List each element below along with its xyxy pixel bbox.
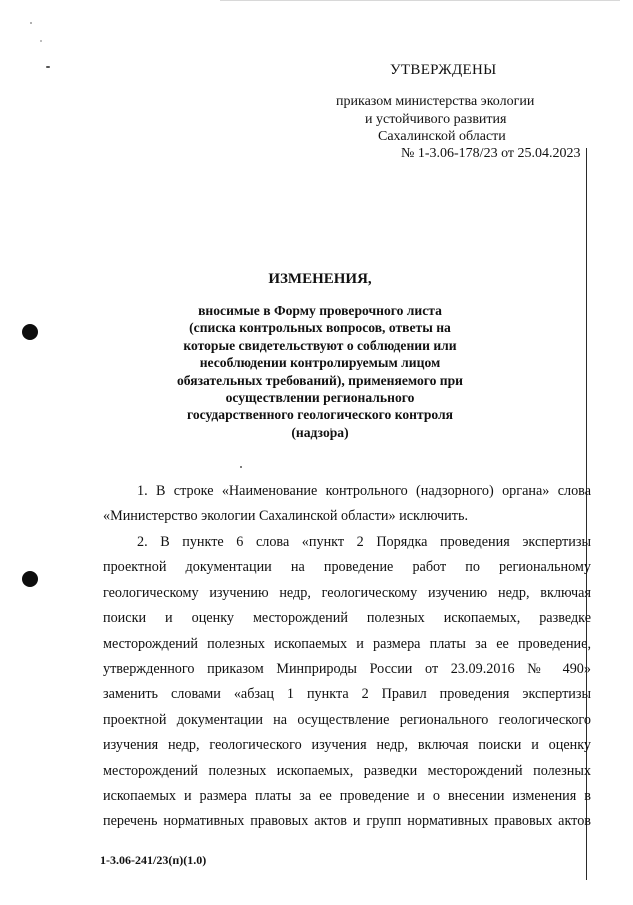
paragraph-line: утвержденного приказом Минприроды России от 23.09.2016 № 490» <box>103 660 591 677</box>
approval-line: и устойчивого развития <box>365 112 507 127</box>
paragraph-line: 1. В строке «Наименование контрольного (надзорного) органа» слова <box>137 483 591 499</box>
punch-hole-bottom <box>22 571 38 587</box>
subtitle-line: обязательных требований), применяемого при <box>176 372 464 388</box>
document-subtitle <box>120 302 520 441</box>
paragraph-line: проектной документации на осуществление регионального геологического <box>103 711 591 728</box>
approval-title: УТВЕРЖДЕНЫ <box>390 62 497 78</box>
paragraph-line: заменить словами «абзац 1 пункта 2 Правил проведения экспертизы <box>103 686 591 703</box>
subtitle-line: (списка контрольных вопросов, ответы на <box>189 320 451 336</box>
punch-hole-top <box>22 324 38 340</box>
paragraph-line: проектной документации на проведение работ по региональному <box>103 559 591 576</box>
paragraph-line: поиски и оценку месторождений полезных ископаемых, разведке <box>103 610 591 627</box>
paragraph-line: месторождений полезных ископаемых, разведки месторождений полезных <box>103 762 591 779</box>
subtitle-line: несоблюдении контролируемым лицом <box>199 355 441 371</box>
scan-speck <box>240 466 242 468</box>
document-title-block <box>120 270 520 441</box>
approval-line: приказом министерства экологии <box>336 94 535 109</box>
subtitle-line: вносимые в Форму проверочного листа <box>198 303 442 318</box>
subtitle-line: осуществлении регионального <box>225 390 415 406</box>
subtitle-line: государственного геологического контроля <box>187 407 453 423</box>
paragraph-line: геологическому изучению недр, геологическому изучению недр, включая <box>103 584 591 601</box>
paragraph-line: изучения недр, геологического изучения недр, включая поиски и оценку <box>103 737 591 754</box>
document-footer-code: 1-3.06-241/23(п)(1.0) <box>100 853 207 867</box>
paragraph-2 <box>103 530 591 835</box>
scan-edge-line <box>220 0 620 1</box>
scan-speck <box>30 22 32 24</box>
scan-speck <box>46 66 50 68</box>
paragraph-1 <box>103 479 591 530</box>
scan-speck <box>40 40 42 42</box>
document-heading: ИЗМЕНЕНИЯ, <box>268 271 372 287</box>
paragraph-line: ископаемых и размера платы за ее проведение и о внесении изменения в <box>103 787 591 804</box>
paragraph-line: 2. В пункте 6 слова «пункт 2 Порядка проведения экспертизы <box>137 534 591 550</box>
subtitle-line: которые свидетельствуют о соблюдении или <box>183 337 457 353</box>
paragraph-line: «Министерство экологии Сахалинской области» исключить. <box>103 508 468 525</box>
subtitle-line: (надзора) <box>291 424 349 440</box>
approval-line: Сахалинской области <box>378 129 506 144</box>
paragraph-line: месторождений полезных ископаемых и размера платы за ее проведение, <box>103 635 591 652</box>
paragraph-line: перечень нормативных правовых актов и групп нормативных правовых актов <box>103 813 591 830</box>
approval-order-number: № 1-3.06-178/23 от 25.04.2023 <box>401 146 581 161</box>
